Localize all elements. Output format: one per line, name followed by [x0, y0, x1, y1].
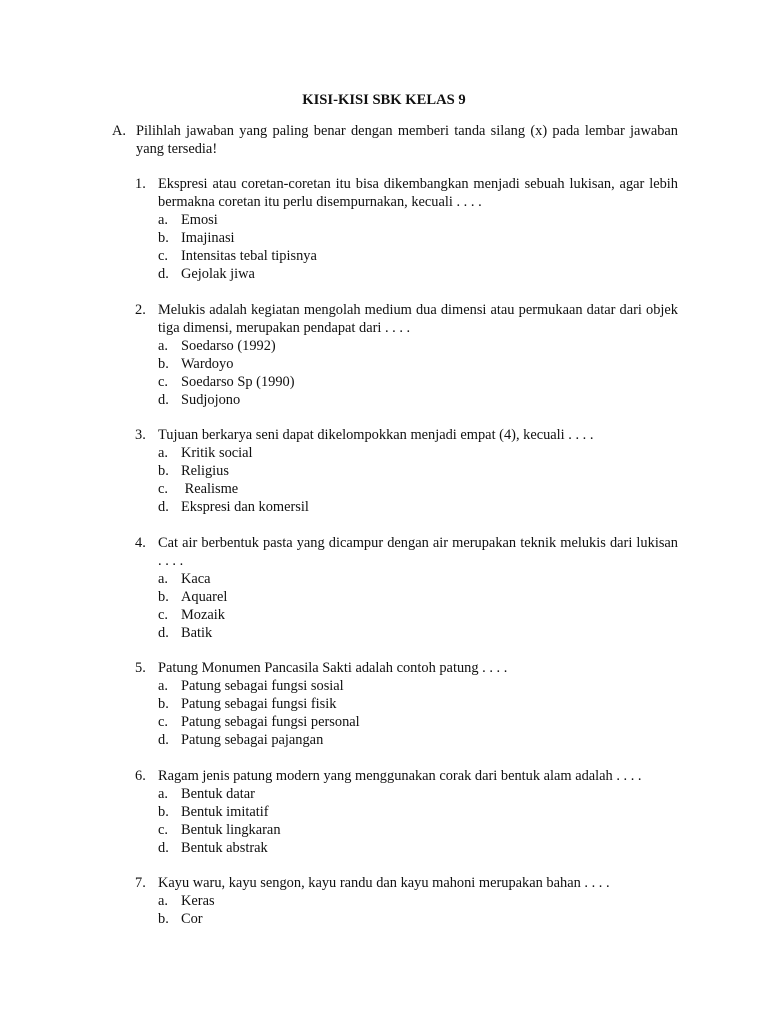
answer-option [158, 588, 678, 606]
option-text: Batik [181, 624, 213, 641]
answer-option [158, 498, 678, 516]
answer-option [158, 839, 678, 857]
option-letter: a. [158, 212, 168, 228]
option-text: Keras [181, 893, 215, 909]
option-text: Patung sebagai fungsi fisik [181, 696, 337, 712]
option-text: Emosi [181, 212, 218, 228]
option-letter: d. [158, 839, 169, 856]
option-text: Ekspresi dan komersil [181, 499, 309, 515]
option-letter: d. [158, 499, 169, 515]
option-text: Aquarel [181, 588, 228, 605]
option-letter: c. [158, 606, 168, 623]
question-number: 3. [135, 427, 146, 443]
answer-option [158, 480, 678, 498]
option-text: Kaca [181, 570, 211, 587]
answer-options [158, 677, 678, 749]
answer-option [158, 821, 678, 839]
document-title: KISI-KISI SBK KELAS 9 [302, 92, 466, 108]
option-letter: c. [158, 481, 168, 497]
question-number: 4. [135, 534, 146, 551]
answer-option [158, 444, 678, 462]
option-text: Patung sebagai pajangan [181, 732, 324, 748]
answer-option [158, 713, 678, 731]
answer-option [158, 731, 678, 749]
question-number: 5. [135, 660, 146, 676]
answer-options [158, 892, 678, 928]
option-letter: a. [158, 893, 168, 909]
option-letter: d. [158, 266, 169, 282]
question-item [135, 175, 678, 283]
question-text: Cat air berbentuk pasta yang dicampur dengan air merupakan teknik melukis dari lukisan . . . . [158, 534, 678, 569]
question-text: Patung Monumen Pancasila Sakti adalah contoh patung . . . . [158, 660, 508, 676]
option-letter: b. [158, 230, 169, 246]
answer-option [158, 677, 678, 695]
option-text: Bentuk imitatif [181, 803, 269, 820]
option-text: Cor [181, 911, 203, 927]
answer-option [158, 606, 678, 624]
option-letter: c. [158, 373, 168, 390]
option-letter: a. [158, 570, 168, 587]
option-letter: b. [158, 803, 169, 820]
option-letter: d. [158, 624, 169, 641]
option-letter: b. [158, 463, 169, 479]
option-letter: a. [158, 785, 168, 802]
question-text: Tujuan berkarya seni dapat dikelompokkan menjadi empat (4), kecuali . . . . [158, 427, 594, 443]
question-item [135, 534, 678, 642]
option-letter: b. [158, 355, 169, 372]
answer-option [158, 910, 678, 928]
answer-options [158, 337, 678, 409]
section-a [112, 122, 678, 158]
answer-options [158, 570, 678, 642]
answer-option [158, 462, 678, 480]
option-letter: a. [158, 445, 168, 461]
option-letter: d. [158, 732, 169, 748]
option-letter: b. [158, 696, 169, 712]
option-letter: a. [158, 337, 168, 354]
answer-option [158, 355, 678, 373]
option-text: Soedarso (1992) [181, 337, 276, 354]
answer-options [158, 444, 678, 516]
answer-option [158, 803, 678, 821]
question-item [135, 659, 678, 749]
option-text: Bentuk abstrak [181, 839, 268, 856]
answer-option [158, 373, 678, 391]
option-text: Religius [181, 463, 229, 479]
option-text: Kritik social [181, 445, 253, 461]
option-letter: a. [158, 678, 168, 694]
answer-option [158, 337, 678, 355]
question-item [135, 874, 678, 928]
option-text: Intensitas tebal tipisnya [181, 248, 317, 264]
option-text: Realisme [181, 481, 239, 497]
option-text: Patung sebagai fungsi personal [181, 714, 360, 730]
answer-option [158, 892, 678, 910]
question-item [135, 426, 678, 516]
option-text: Wardoyo [181, 355, 234, 372]
answer-option [158, 695, 678, 713]
option-text: Soedarso Sp (1990) [181, 373, 295, 390]
option-letter: c. [158, 248, 168, 264]
section-letter: A. [112, 123, 126, 139]
option-text: Patung sebagai fungsi sosial [181, 678, 344, 694]
question-number: 6. [135, 767, 146, 784]
question-list [135, 175, 678, 946]
option-text: Bentuk lingkaran [181, 821, 281, 838]
answer-option [158, 247, 678, 265]
answer-option [158, 211, 678, 229]
option-letter: c. [158, 821, 168, 838]
question-number: 1. [135, 176, 146, 192]
answer-option [158, 391, 678, 409]
question-text: Kayu waru, kayu sengon, kayu randu dan kayu mahoni merupakan bahan . . . . [158, 875, 610, 891]
option-letter: b. [158, 588, 169, 605]
section-instruction: Pilihlah jawaban yang paling benar dengan memberi tanda silang (x) pada lembar jawaban yang tersedia! [136, 123, 678, 157]
answer-option [158, 265, 678, 283]
answer-option [158, 570, 678, 588]
answer-options [158, 785, 678, 857]
option-letter: c. [158, 714, 168, 730]
question-number: 7. [135, 875, 146, 891]
question-number: 2. [135, 301, 146, 318]
question-item [135, 767, 678, 857]
option-text: Imajinasi [181, 230, 235, 246]
question-text: Ekspresi atau coretan-coretan itu bisa dikembangkan menjadi sebuah lukisan, agar lebih bermakna coretan itu perlu disempurnakan, kecuali . . . . [158, 176, 678, 210]
answer-option [158, 785, 678, 803]
answer-option [158, 624, 678, 642]
option-letter: b. [158, 911, 169, 927]
option-letter: d. [158, 391, 169, 408]
question-text: Ragam jenis patung modern yang menggunakan corak dari bentuk alam adalah . . . . [158, 767, 642, 784]
option-text: Gejolak jiwa [181, 266, 255, 282]
question-item [135, 301, 678, 409]
option-text: Sudjojono [181, 391, 241, 408]
answer-option [158, 229, 678, 247]
option-text: Mozaik [181, 606, 225, 623]
question-text: Melukis adalah kegiatan mengolah medium dua dimensi atau permukaan datar dari objek tiga dimensi, merupakan pendapat dari . . . . [158, 301, 678, 336]
option-text: Bentuk datar [181, 785, 255, 802]
answer-options [158, 211, 678, 283]
